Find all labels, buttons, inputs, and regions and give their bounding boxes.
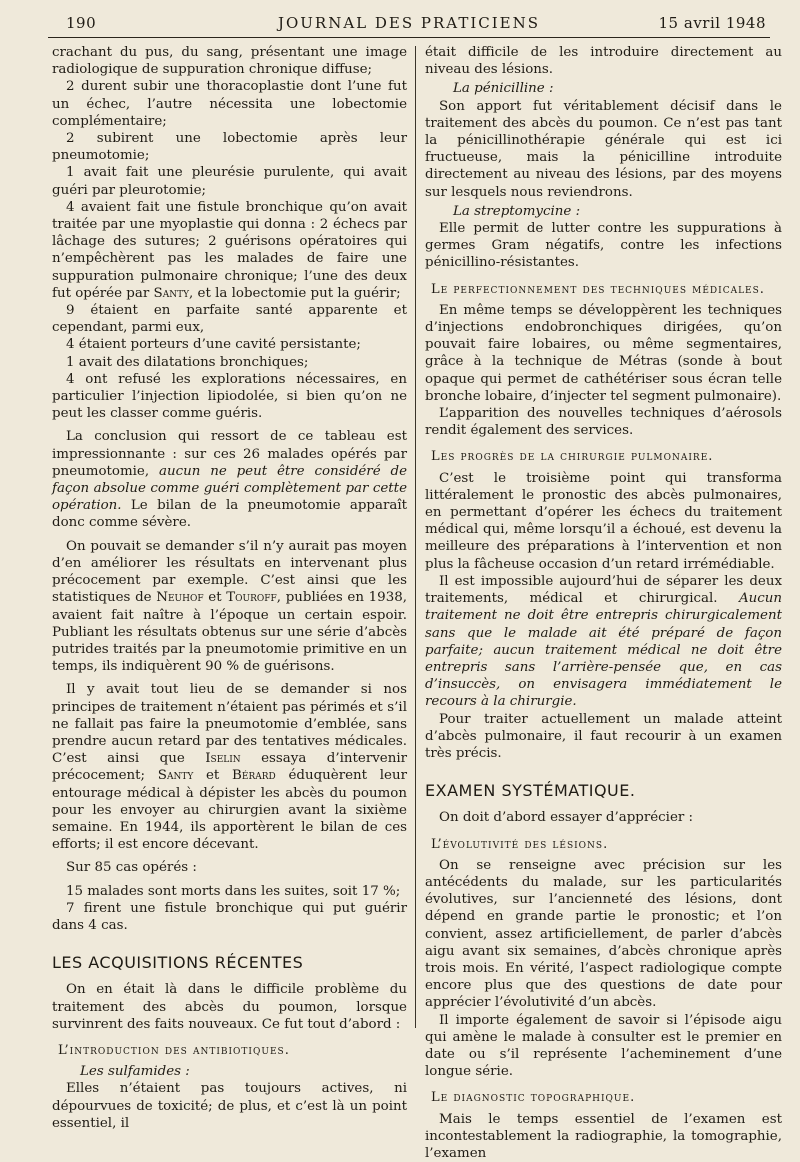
paragraph: C’est le troisième point qui transforma littéralement le pronostic des abcès pulmonaires, en permettant d’opérer les échecs du traitement médical qui, même lorsqu’il a échoué, est devenu la meilleure des préparations à l’intervention et non plus la fâcheuse occasion d’un retard irrémédiable. xyxy=(425,470,782,572)
subheading: La streptomycine : xyxy=(453,203,581,219)
paragraph xyxy=(52,199,407,302)
paragraph: était difficile de les introduire directement au niveau des lésions. xyxy=(425,45,782,78)
subsection-heading: L’introduction des antibiotiques. xyxy=(58,1042,290,1058)
paragraph: Elles n’étaient pas toujours actives, ni dépourvues de toxicité; de plus, et c’est là un point essentiel, il xyxy=(52,1081,407,1131)
section-heading: LES ACQUISITIONS RÉCENTES xyxy=(52,953,304,973)
paragraph: 4 étaient porteurs d’une cavité persistante; xyxy=(66,337,361,353)
text-run: essaya d’intervenir précocement; xyxy=(52,751,408,784)
author-name: Bérard xyxy=(232,768,276,784)
author-name: Santy xyxy=(153,285,190,301)
paragraph: Son apport fut véritablement décisif dans le traitement des abcès du poumon. Ce n’est pas tant la pénicillinothérapie générale qui est ici fructueuse, mais la pénicilline introduite directement au niveau des lésions, par des moyens sur lesquels nous reviendrons. xyxy=(425,98,782,200)
text-run: Le bilan de la pneumotomie apparaît donc comme sévère. xyxy=(52,498,407,531)
subsection-heading: Le diagnostic topographique. xyxy=(431,1090,636,1106)
paragraph: crachant du pus, du sang, présentant une image radiologique de suppuration chronique diffuse; xyxy=(52,45,407,78)
running-header xyxy=(48,8,770,38)
paragraph: 15 malades sont morts dans les suites, soit 17 %; xyxy=(66,883,401,899)
paragraph xyxy=(52,681,407,853)
header-rule xyxy=(48,37,770,38)
paragraph: 4 ont refusé les explorations nécessaires, en particulier l’injection lipiodolée, si bien qu’on ne peut les classer comme guéris. xyxy=(52,371,407,422)
paragraph: On en était là dans le difficile problème du traitement des abcès du poumon, lorsque survinrent des faits nouveaux. Ce fut tout d’abord : xyxy=(52,982,407,1032)
paragraph xyxy=(52,538,407,676)
paragraph: Il importe également de savoir si l’épisode aigu qui amène le malade à consulter est le premier en date ou s’il représente l’acheminement d’une longue série. xyxy=(425,1012,782,1080)
paragraph: Mais le temps essentiel de l’examen est incontestablement la radiographie, la tomographie, l’examen xyxy=(425,1111,782,1161)
text-run: Il y avait tout lieu de se demander si nos principes de traitement n’étaient pas périmés et s’il ne fallait pas faire la pneumotomie d’emblée, sans prendre aucun retard par des tentatives médicales. C’est ainsi que xyxy=(52,682,407,767)
emphasis: Aucun traitement ne doit être entrepris chirurgicalement sans que le malade ait été préparé de façon parfaite; aucun traitement médical ne doit être entrepris sans l’arrière-pensée que, en cas d’insuccès, on envisagera immédiatement le recours à la chirurgie. xyxy=(425,591,782,710)
section-heading: EXAMEN SYSTÉMATIQUE. xyxy=(425,781,636,801)
paragraph: 2 durent subir une thoracoplastie dont l’une fut un échec, l’autre nécessita une lobectomie complémentaire; xyxy=(52,79,407,129)
emphasis: aucun ne peut être considéré de façon absolue comme guéri complètement par cette opération. xyxy=(52,463,407,514)
paragraph: Pour traiter actuellement un malade atteint d’abcès pulmonaire, il faut recourir à un examen très précis. xyxy=(425,711,782,761)
paragraph: 2 subirent une lobectomie après leur pneumotomie; xyxy=(52,131,407,164)
author-name: Santy xyxy=(157,768,194,784)
paragraph xyxy=(425,573,782,711)
subsection-heading: Le perfectionnement des techniques médicales. xyxy=(431,281,765,297)
text-run: On pouvait se demander s’il n’y aurait pas moyen d’en améliorer les résultats en intervenant plus précocement par exemple. C’est ainsi que les statistiques de xyxy=(52,538,407,606)
text-run: éduquèrent leur entourage médical à dépister les abcès du poumon pour les envoyer au chirurgien avant la sixième semaine. En 1944, ils apportèrent le bilan de ces efforts; il est encore décevant. xyxy=(52,768,407,853)
text-run: La conclusion qui ressort de ce tableau est impressionnante : sur ces 26 malades opérés par pneumotomie, xyxy=(52,429,407,479)
author-name: Iselin xyxy=(205,751,241,767)
right-column xyxy=(425,44,782,1161)
paragraph xyxy=(52,428,407,531)
subheading: Les sulfamides : xyxy=(80,1064,190,1080)
paragraph: L’apparition des nouvelles techniques d’aérosols rendit également des services. xyxy=(425,406,782,439)
subheading: La pénicilline : xyxy=(453,81,554,97)
author-name: Touroff xyxy=(226,590,277,606)
paragraph: 9 étaient en parfaite santé apparente et cependant, parmi eux, xyxy=(52,303,407,336)
text-run: et xyxy=(203,590,227,606)
paragraph: En même temps se développèrent les techniques d’injections endobronchiques dirigées, qu’on pouvait faire lobaires, ou même segmentaires, grâce à la technique de Métras (sonde à bout opaque qui permet de cathétériser sous écran telle bronche lobaire, d’injecter tel segment pulmonaire). xyxy=(425,302,782,404)
subsection-heading: Les progrès de la chirurgie pulmonaire. xyxy=(431,449,714,465)
column-divider xyxy=(415,46,416,1028)
subsection-heading: L’évolutivité des lésions. xyxy=(431,836,609,852)
left-column xyxy=(52,44,408,1131)
paragraph: On doit d’abord essayer d’apprécier : xyxy=(439,810,694,826)
text-run: , publiées en 1938, avaient fait naître à l’époque un certain espoir. Publiant les résultats obtenus sur une série d’abcès putrides traités par la pneumotomie primitive en un temps, ils indiquèrent 90 % de guérisons. xyxy=(52,590,407,675)
text-run: et xyxy=(193,768,220,784)
author-name: Neuhof xyxy=(156,590,204,606)
paragraph: On se renseigne avec précision sur les antécédents du malade, sur les particularités évolutives, sur l’ancienneté des lésions, dont dépend en grande partie le pronostic; et l’on convient, assez artificiellement, de parler d’abcès aigu avant six semaines, d’abcès chronique après trois mois. En vérité, l’aspect radiologique compte encore plus que des questions de date pour apprécier l’évolutivité d’un abcès. xyxy=(425,857,782,1011)
paragraph: 1 avait des dilatations bronchiques; xyxy=(66,354,309,370)
paragraph: Elle permit de lutter contre les suppurations à germes Gram négatifs, contre les infections pénicillino-résistantes. xyxy=(425,221,782,271)
paragraph: Sur 85 cas opérés : xyxy=(66,860,197,876)
text-run: Il est impossible aujourd’hui de séparer les deux traitements, médical et chirurgical. xyxy=(425,573,782,607)
journal-title: JOURNAL DES PRATICIENS xyxy=(277,14,541,32)
text-run: , et la lobectomie put la guérir; xyxy=(189,285,401,301)
issue-date: 15 avril 1948 xyxy=(658,14,766,32)
text-run: 4 avaient fait une fistule bronchique qu’on avait traitée par une myoplastie qui donna : 2 échecs par lâchage des sutures; 2 guérisons opératoires qui n’empêchèrent pas les malades de faire une suppuration pulmonaire chronique; l’une des deux fut opérée par xyxy=(52,199,407,301)
page-number: 190 xyxy=(66,14,97,32)
paragraph: 7 firent une fistule bronchique qui put guérir dans 4 cas. xyxy=(52,900,407,933)
paragraph: 1 avait fait une pleurésie purulente, qui avait guéri par pleurotomie; xyxy=(52,165,407,198)
